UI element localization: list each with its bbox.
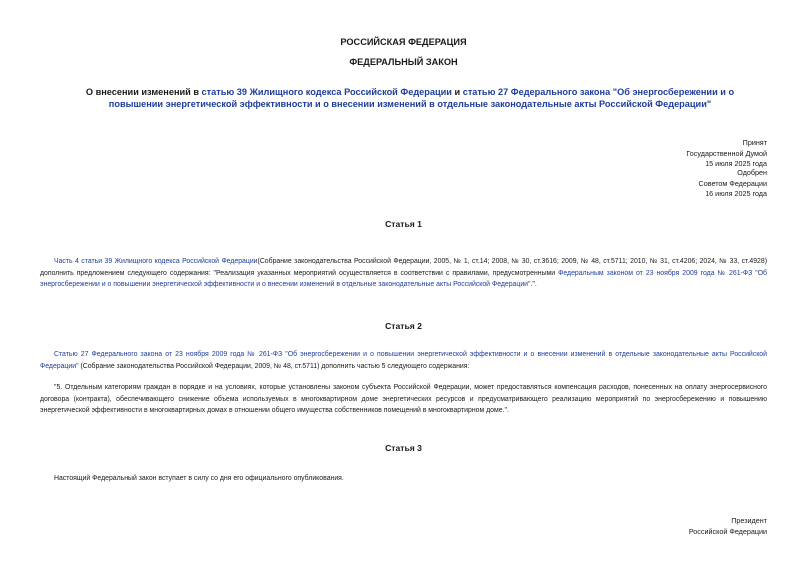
adoption-date: 15 июля 2025 года	[705, 159, 767, 168]
article-2-quote: "5. Отдельным категориям граждан в порядке и на условиях, которые установлены законом субъекта Российской Федерации, может предоставляться компенсация расходов, понесенных на оплату энергосервисного договора (контракта), обеспечивающего снижение объема используемых в многоквартирном доме энергетических ресурсов и предусматривающего реализацию мероприятий по энергосбережению и повышению энергетической эффективности в многоквартирных домах в отношении общего имущества собственников помещений в многоквартирном доме.".	[40, 384, 767, 414]
adoption-line: Принят	[742, 138, 767, 147]
article-1-ending: .".	[530, 281, 537, 288]
article-3-text: Настоящий Федеральный закон вступает в силу со дня его официального опубликования.	[54, 475, 344, 482]
title-link-housing-code[interactable]: статью 39 Жилищного кодекса Российской Федерации	[201, 87, 452, 97]
article-1-text	[40, 256, 767, 291]
article-2-link-energy-law[interactable]: Статью 27 Федерального закона от 23 ноября 2009 года № 261-ФЗ "Об энергосбережении и о повышении энергетической эффективности и о внесении изменений в отдельные законодательные акты Российской Федерации"	[40, 351, 767, 370]
article-2-text	[40, 349, 767, 372]
article-1-heading: Статья 1	[385, 219, 422, 229]
signature-block	[689, 515, 767, 537]
approval-date: 16 июля 2025 года	[705, 189, 767, 198]
title-link-energy-law[interactable]: статью 27 Федерального закона "Об энергосбережении и о повышении энергетической эффективности и о внесении изменений в отдельные законодательные акты Российской Федерации"	[108, 87, 735, 109]
title-middle: и	[451, 87, 463, 97]
adoption-duma	[686, 138, 767, 170]
country-heading: РОССИЙСКАЯ ФЕДЕРАЦИЯ	[340, 37, 467, 47]
article-1-link-energy-law[interactable]: Федеральным законом от 23 ноября 2009 года № 261-ФЗ "Об энергосбережении и о повышении энергетической эффективности и о внесении изменений в отдельные законодательные акты Российской Федерации"	[40, 269, 767, 288]
approval-line: Советом Федерации	[698, 178, 767, 188]
approval-line: Одобрен	[737, 168, 767, 177]
adoption-line: Государственной Думой	[686, 148, 767, 158]
article-1-link-housing-code[interactable]: Часть 4 статьи 39 Жилищного кодекса Российской Федерации	[54, 258, 258, 265]
article-2-body: (Собрание законодательства Российской Федерации, 2009, № 48, ст.5711) дополнить частью 5 следующего содержания:	[78, 362, 470, 370]
article-3-heading: Статья 3	[385, 443, 422, 453]
law-title	[60, 86, 760, 110]
approval-federation-council	[699, 168, 767, 200]
article-1-body: (Собрание законодательства Российской Федерации, 2005, № 1, ст.14; 2008, № 30, ст.3616; 2009, № 48, ст.5711; 2010, № 31, ст.4206; 2024, № 33, ст.4928) дополнить предложением следующего содержания: "Реализация указанных мероприятий осуществляется в соответствии с правилами, предусмотренными	[40, 258, 767, 277]
document-kind-heading: ФЕДЕРАЛЬНЫЙ ЗАКОН	[349, 57, 458, 67]
signature-organization: Российской Федерации	[688, 527, 767, 536]
article-2-heading: Статья 2	[385, 321, 422, 331]
signature-title: Президент	[731, 516, 767, 525]
title-prefix: О внесении изменений в	[85, 87, 202, 97]
